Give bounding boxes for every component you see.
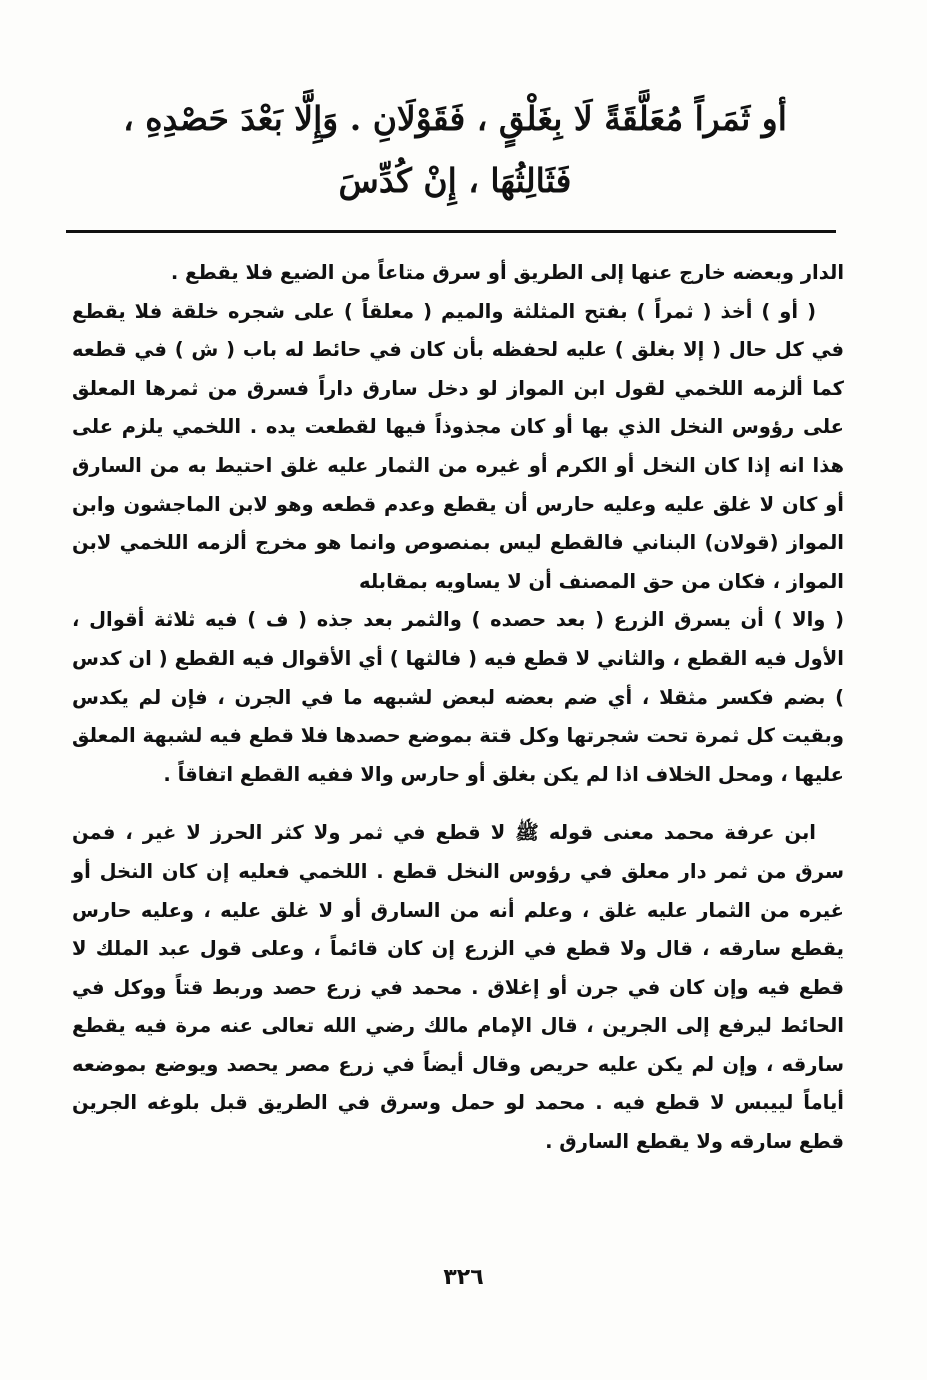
commentary-paragraph-2: ( أو ) أخذ ( ثمراً ) بفتح المثلثة والميم ( معلقاً ) على شجره خلقة فلا يقطع في كل حال ( إلا بغلق ) عليه لحفظه بأن كان في حائط له باب ( ش ) في قطعه كما ألزمه اللخمي لقول ابن المواز لو دخل سارق داراً فسرق من ثمرها المعلق على رؤوس النخل الذي بها أو كان مجذوذاً فيها لقطعت يده . اللخمي يلزم على هذا انه إذا كان النخل أو الكرم أو غيره من الثمار عليه غلق احتيط به من السارق أو كان لا غلق عليه وعليه حارس أن يقطع وعدم قطعه وهو لابن الماجشون وابن المواز (قولان) البناني فالقطع ليس بمنصوص وانما هو مخرج ألزمه اللخمي لابن المواز ، فكان من حق المصنف أن لا يساويه بمقابله xyxy=(72,299,844,593)
matn-text-block xyxy=(60,88,850,212)
page-number: ٣٢٦ xyxy=(443,1265,484,1290)
header-divider xyxy=(66,230,836,233)
commentary-paragraph-4: ابن عرفة محمد معنى قوله ﷺ لا قطع في ثمر ولا كثر الحرز لا غير ، فمن سرق من ثمر دار معلق في رؤوس النخل قطع . اللخمي فعليه إن كان النخل أو غيره من الثمار عليه غلق ، وعلم أنه من السارق أو لا غلق عليه ، وعليه حارس يقطع سارقه ، قال ولا قطع في الزرع إن كان قائماً ، وعلى قول عبد الملك لا قطع فيه وإن كان في جرن أو إغلاق . محمد في زرع حصد وربط قتاً ووكل في الحائط ليرفع إلى الجرين ، قال الإمام مالك رضي الله تعالى عنه مرة فيه يقطع سارقه ، وإن لم يكن عليه حريص وقال أيضاً في زرع مصر يحصد ويوضع بموضعه أياماً لييبس لا قطع فيه . محمد لو حمل وسرق في الطريق قبل بلوغه الجرين قطع سارقه ولا يقطع السارق . xyxy=(72,821,844,1154)
commentary-paragraph-3: ( والا ) أن يسرق الزرع ( بعد حصده ) والثمر بعد جذه ( ف ) فيه ثلاثة أقوال ، الأول فيه القطع ، والثاني لا قطع فيه ( فالثها ) أي الأقوال فيه القطع ( ان كدس ) بضم فكسر مثقلا ، أي ضم بعضه لبعض لشبهه ما في الجرن ، فإن لم يكدس وبقيت كل ثمرة تحت شجرتها وكل قتة بموضع حصدها فلا قطع فيه لشبهة المعلق عليها ، ومحل الخلاف اذا لم يكن بغلق أو حارس والا ففيه القطع اتفاقاً . xyxy=(72,608,844,786)
commentary-paragraph-1: الدار وبعضه خارج عنها إلى الطريق أو سرق متاعاً من الضيع فلا يقطع . xyxy=(170,261,844,284)
matn-line-1: أو ثَمَراً مُعَلَّقَةً لَا بِغَلْقٍ ، فَقَوْلَانِ . وَإِلَّا بَعْدَ حَصْدِهِ ، xyxy=(123,99,787,138)
commentary-text-block xyxy=(72,254,844,1162)
matn-line-2: فَثَالِثُهَا ، إِنْ كُدِّسَ xyxy=(338,161,572,200)
